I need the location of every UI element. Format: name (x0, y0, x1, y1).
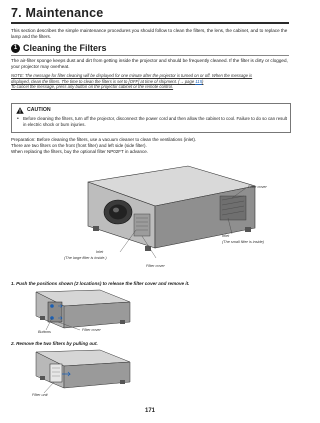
caution-text: Before cleaning the filters, turn off the projector, disconnect the power cord and then allow the cabinet to cool. Failure to do so can result in electric shock or burn injuries. (23, 116, 287, 127)
inlet-right-note: (The small filter is inside) (222, 240, 264, 244)
section-heading (11, 43, 291, 55)
inlet-left-note: (The large filter is inside.) (64, 256, 107, 260)
filter-unit-label: Filter unit (32, 393, 48, 397)
inlet-left-label: Inlet (96, 250, 104, 254)
page-reference-link[interactable]: 115 (195, 78, 203, 84)
filter-cover-label: Filter cover (82, 328, 101, 332)
note-line-1: NOTE: The message for filter cleaning will be displayed for one minute after the projector is turned on or off. When the message is (11, 73, 253, 78)
note-line-2: displayed, clean the filters. The time to clean the filters is set to [OFF] at time of shipment. (→ page (11, 78, 196, 84)
filter-cover-figure (30, 288, 140, 336)
page-number: 171 (144, 408, 155, 414)
section-title: Cleaning the Filters (23, 43, 107, 53)
filter-cover-label-top: Filter cover (248, 185, 267, 189)
preparation-text (11, 137, 291, 154)
prep-line-3: When replacing the filters, buy the optional filter NP02FT in advance. (11, 148, 148, 154)
filter-cover-label-bottom: Filter cover (146, 264, 165, 268)
chapter-rule (11, 22, 289, 24)
note-line-3: To cancel the message, press any button on the projector cabinet or the remote control. (11, 84, 174, 90)
warning-icon (16, 107, 24, 114)
intro-text: This section describes the simple maintenance procedures you should follow to clean the filters, the lens, the cabinet, and to replace the lamp and the filters. (11, 28, 288, 39)
step-2: 2. Remove the two filters by pulling out. (11, 341, 98, 346)
projector-figure (60, 160, 275, 272)
buttons-label: Buttons (38, 330, 51, 334)
inlet-right-label: Inlet (222, 234, 230, 238)
caution-label: CAUTION (27, 107, 51, 113)
filter-unit-figure (30, 348, 140, 400)
caution-box (11, 103, 291, 133)
step-1: 1. Push the positions shown (2 locations) to release the filter cover and remove it. (11, 281, 190, 286)
note-block (11, 73, 291, 90)
section-number-badge: 1 (11, 44, 20, 53)
caution-bullet: • (17, 116, 19, 122)
prep-line-1: Preparation: Before cleaning the filters, use a vacuum cleaner to clean the ventilations (inlet). (11, 137, 197, 142)
section-body: The air-filter sponge keeps dust and dirt from getting inside the projector and should be frequently cleaned. If the filter is dirty or clogged, your projector may overheat. (11, 58, 288, 69)
chapter-title: 7. Maintenance (11, 6, 104, 20)
note-line-2-end: ) (202, 78, 204, 84)
prep-line-2: There are two filters on the front (front filter) and left side (side filter). (11, 142, 147, 148)
section-rule (11, 55, 289, 56)
